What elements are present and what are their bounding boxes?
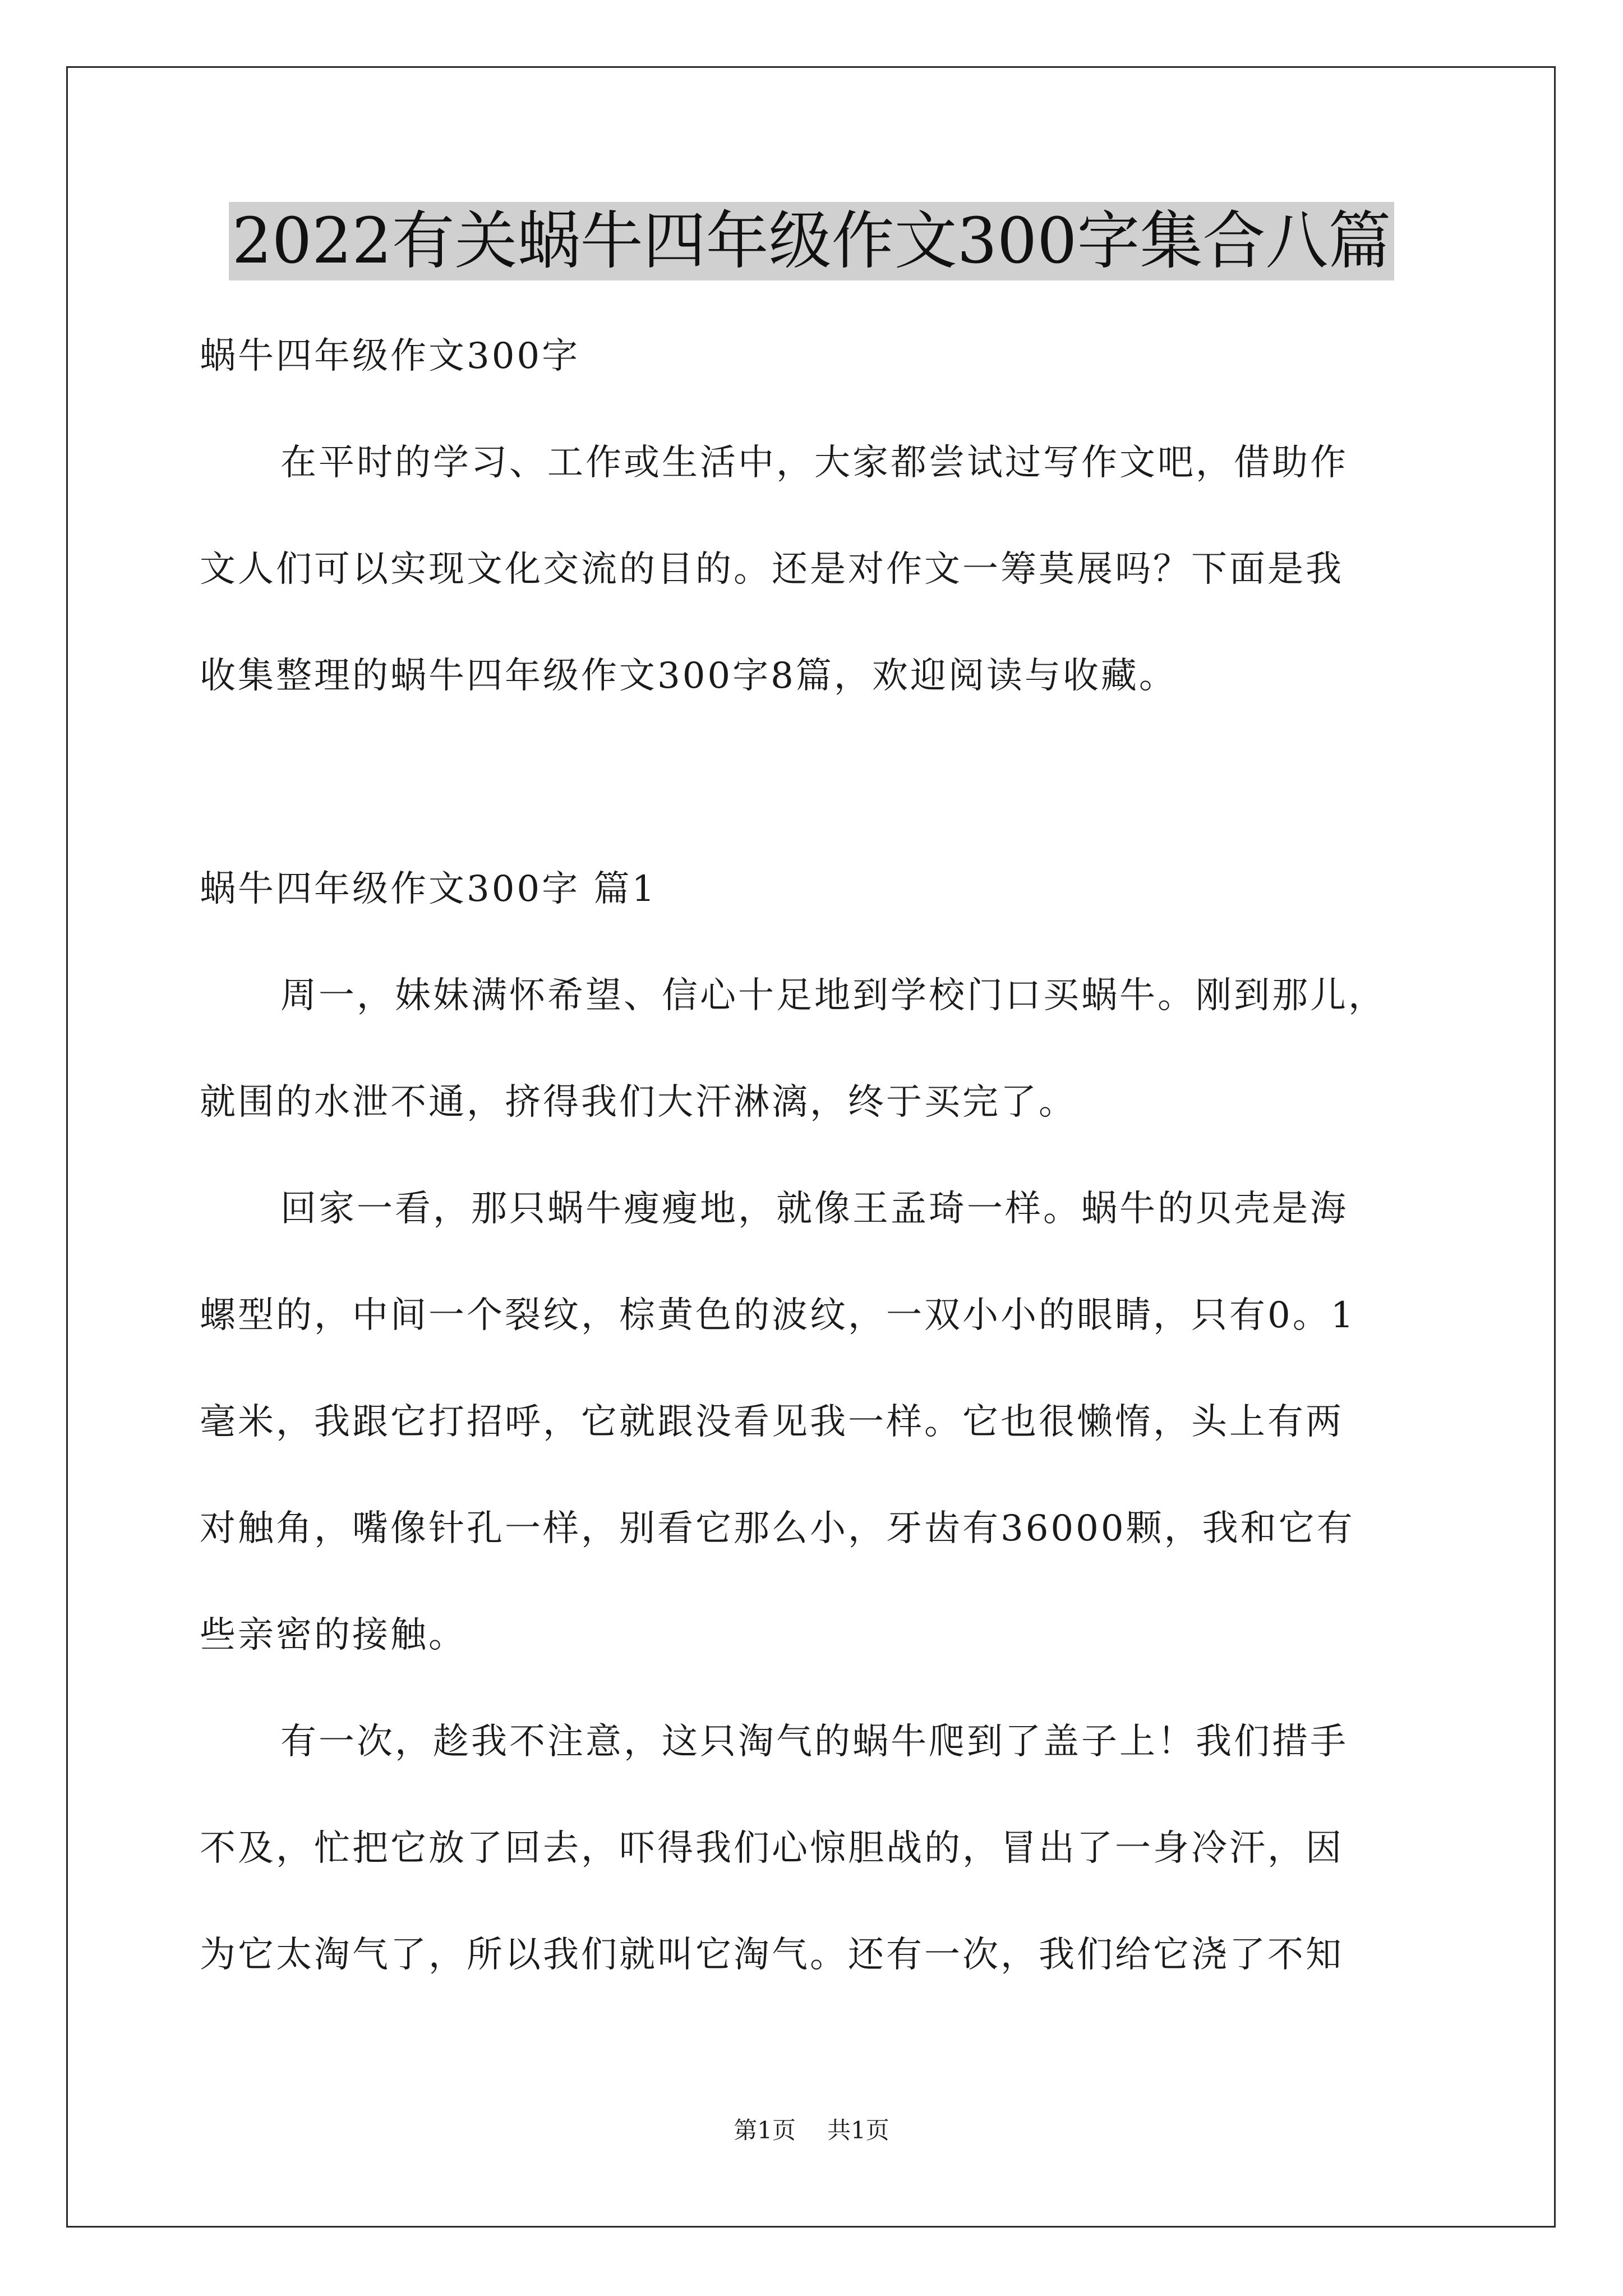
section-heading: 蜗牛四年级作文300字 — [200, 335, 580, 377]
document-title: 2022有关蜗牛四年级作文300字集合八篇 — [229, 202, 1395, 280]
title-container — [0, 202, 1623, 280]
article-heading: 蜗牛四年级作文300字 篇1 — [200, 868, 657, 910]
para3-line-2: 不及，忙把它放了回去，吓得我们心惊胆战的，冒出了一身冷汗，因 — [200, 1828, 1344, 1869]
para3-line-3: 为它太淘气了，所以我们就叫它淘气。还有一次，我们给它浇了不知 — [200, 1934, 1344, 1976]
para1-line-1: 周一，妹妹满怀希望、信心十足地到学校门口买蜗牛。刚到那儿， — [280, 975, 1386, 1016]
para2-line-5: 些亲密的接触。 — [200, 1614, 467, 1656]
page-border — [66, 66, 1556, 2228]
para2-line-1: 回家一看，那只蜗牛瘦瘦地，就像王孟琦一样。蜗牛的贝壳是海 — [280, 1188, 1348, 1230]
intro-line-2: 文人们可以实现文化交流的目的。还是对作文一筹莫展吗？下面是我 — [200, 549, 1344, 590]
para2-line-4: 对触角，嘴像针孔一样，别看它那么小，牙齿有36000颗，我和它有 — [200, 1508, 1355, 1549]
total-pages: 共1页 — [827, 2116, 889, 2144]
intro-line-3: 收集整理的蜗牛四年级作文300字8篇，欢迎阅读与收藏。 — [200, 655, 1177, 697]
page-footer — [0, 2115, 1623, 2146]
para2-line-3: 毫米，我跟它打招呼，它就跟没看见我一样。它也很懒惰，头上有两 — [200, 1401, 1344, 1443]
para3-line-1: 有一次，趁我不注意，这只淘气的蜗牛爬到了盖子上！我们措手 — [280, 1721, 1348, 1763]
page-number: 第1页 — [734, 2116, 796, 2144]
para2-line-2: 螺型的，中间一个裂纹，棕黄色的波纹，一双小小的眼睛，只有0。1 — [200, 1295, 1356, 1336]
intro-line-1: 在平时的学习、工作或生活中，大家都尝试过写作文吧，借助作 — [280, 442, 1348, 484]
para1-line-2: 就围的水泄不通，挤得我们大汗淋漓，终于买完了。 — [200, 1082, 1077, 1123]
